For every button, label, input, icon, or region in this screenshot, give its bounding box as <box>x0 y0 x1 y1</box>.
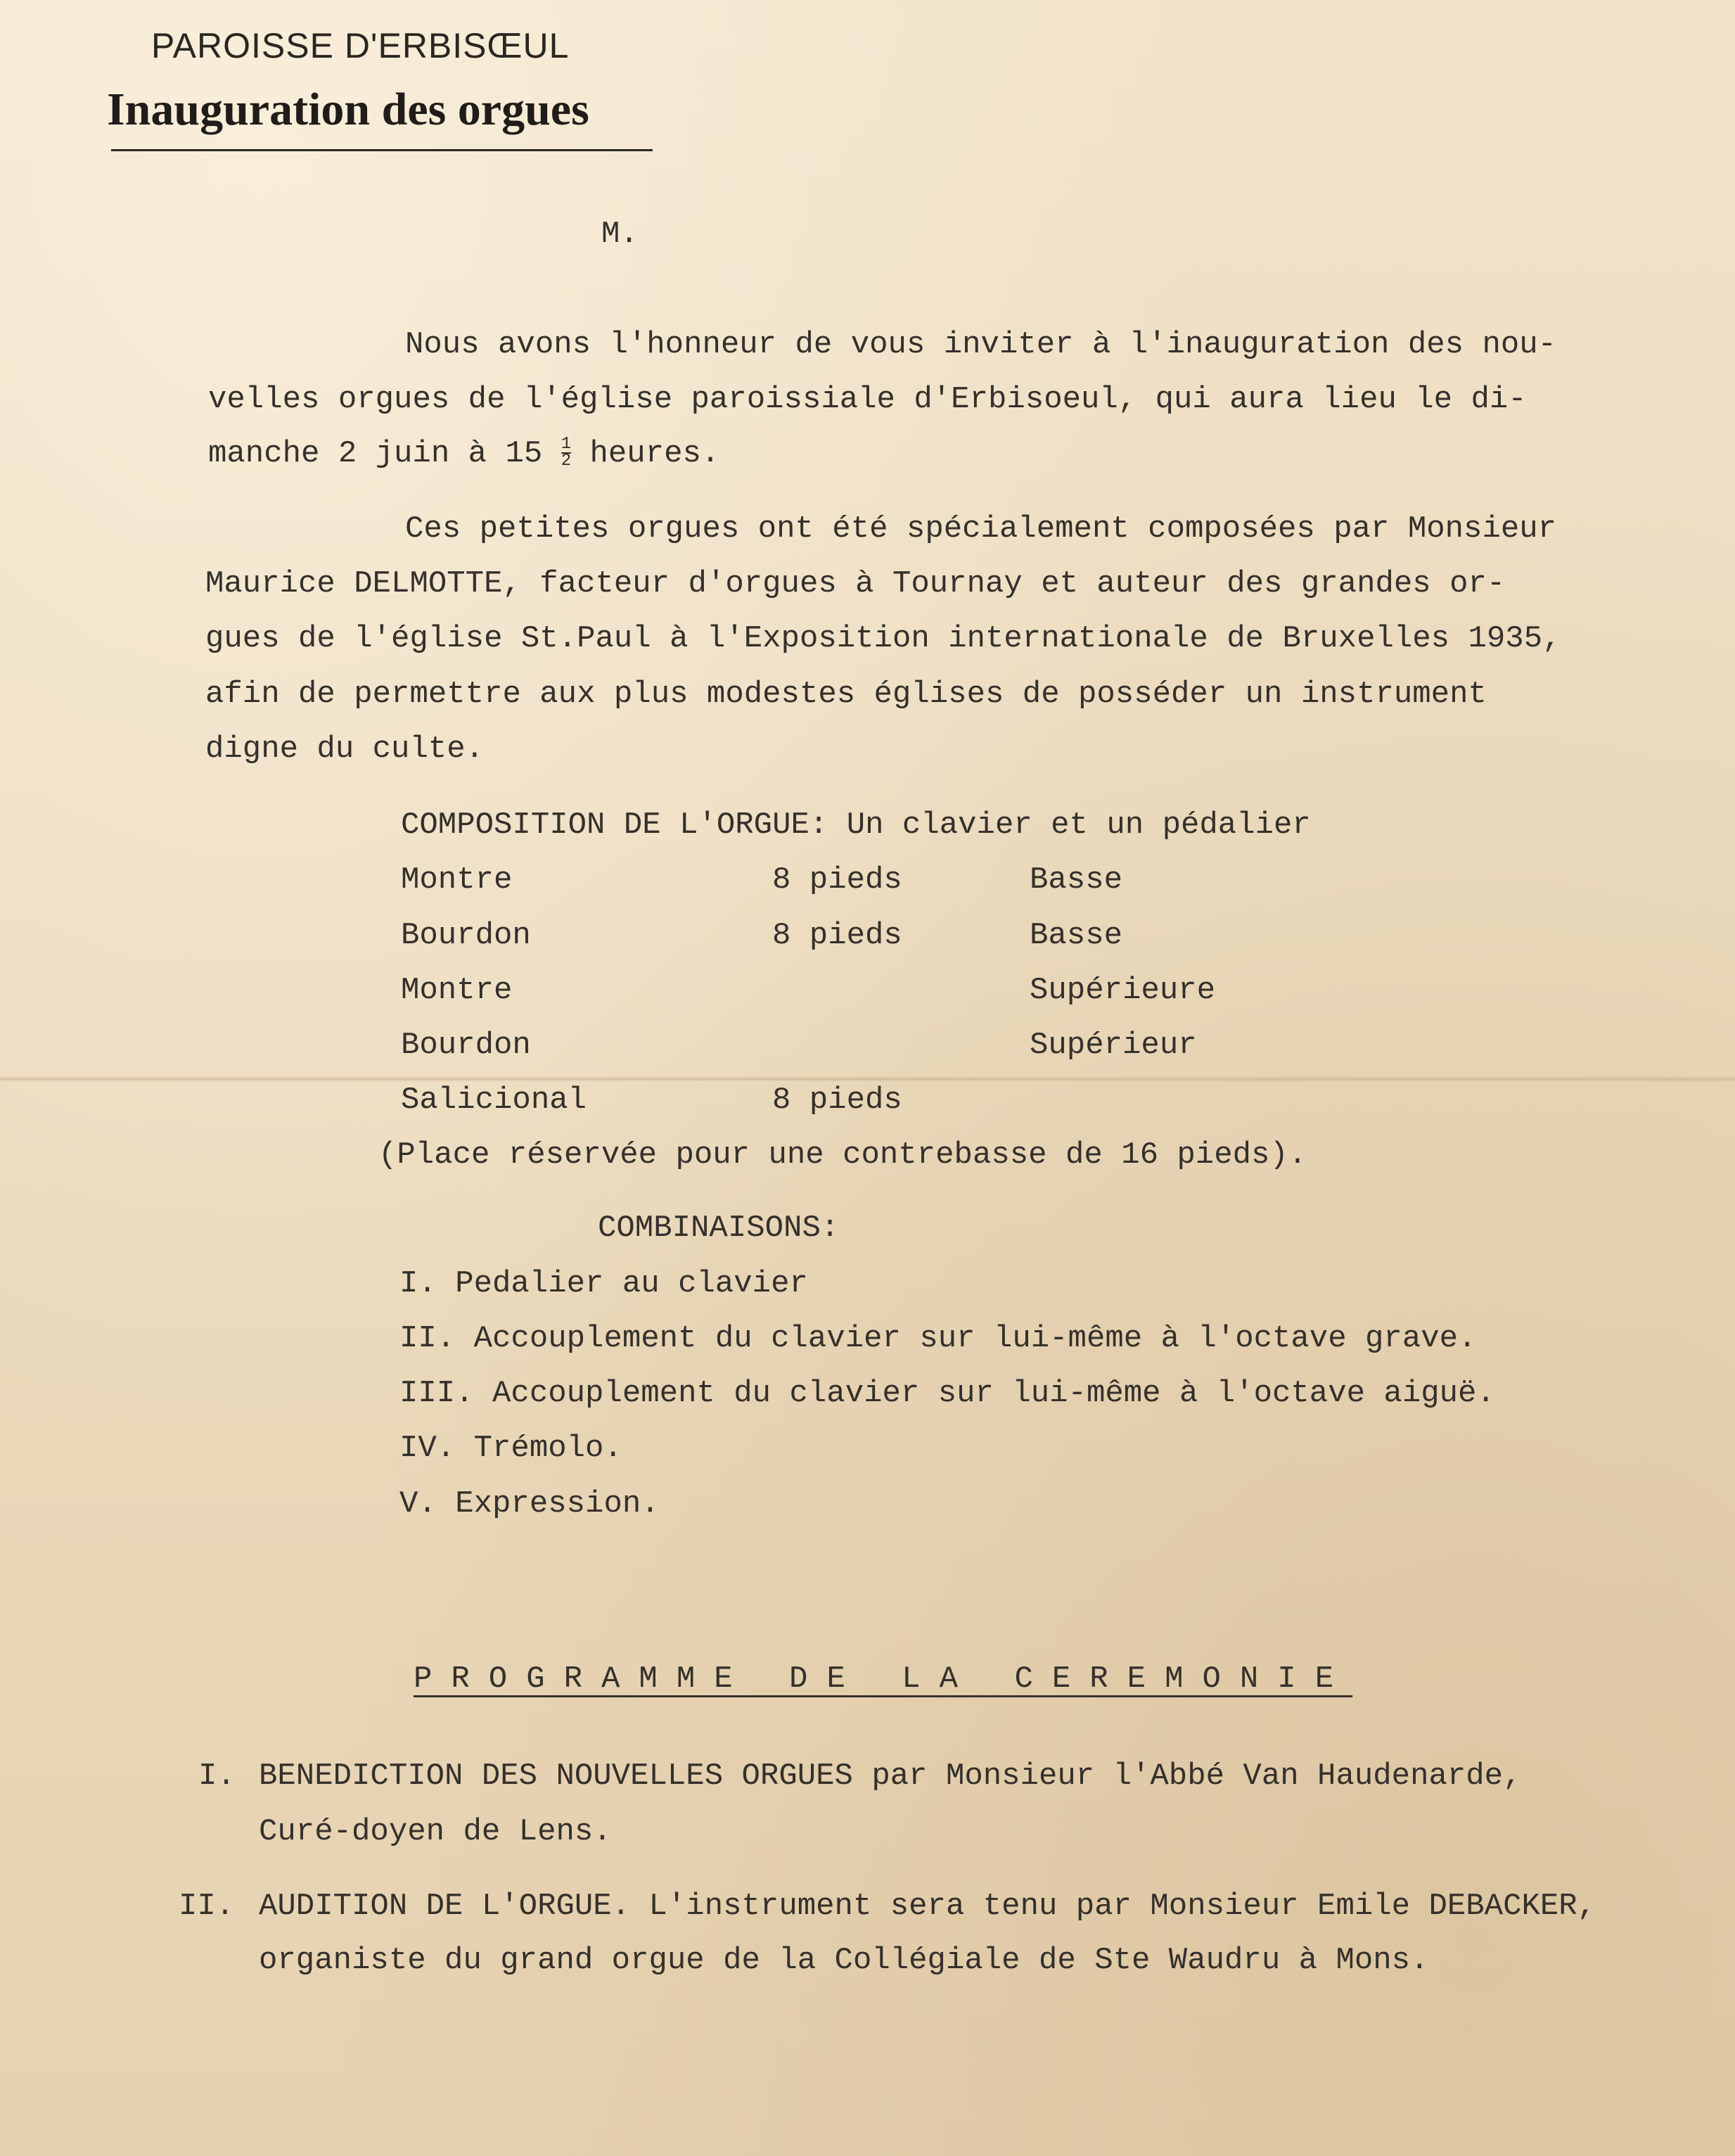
invitation-line-1: Nous avons l'honneur de vous inviter à l'inauguration des nou- <box>405 327 1557 362</box>
description-line-1: Ces petites orgues ont été spécialement composées par Monsieur <box>405 511 1557 547</box>
half-fraction <box>561 437 571 469</box>
stop-size: 8 pieds <box>772 918 902 953</box>
composition-heading: COMPOSITION DE L'ORGUE: Un clavier et un pédalier <box>401 808 1311 843</box>
description-line-5: digne du culte. <box>205 732 485 767</box>
combination-item: II. Accouplement du clavier sur lui-même à l'octave grave. <box>399 1321 1477 1356</box>
programme-item-line: Curé-doyen de Lens. <box>259 1814 612 1849</box>
stop-range: Supérieure <box>1030 973 1216 1008</box>
stop-name: Montre <box>401 973 513 1008</box>
invitation-date-text: manche 2 juin à 15 <box>208 436 543 471</box>
combinations-heading: COMBINAISONS: <box>598 1211 840 1246</box>
programme-item-line: organiste du grand orgue de la Collégiale de Ste Waudru à Mons. <box>259 1943 1429 1978</box>
programme-item-number: II. <box>179 1889 235 1924</box>
stop-range: Basse <box>1030 918 1123 953</box>
stop-range: Basse <box>1030 862 1123 898</box>
composition-note: (Place réservée pour une contrebasse de 16 pieds). <box>378 1137 1307 1173</box>
fraction-denominator: 2 <box>561 452 572 471</box>
fraction-numerator: 1 <box>561 435 572 454</box>
paper-fold-line <box>0 1076 1735 1082</box>
description-line-2: Maurice DELMOTTE, facteur d'orgues à Tournay et auteur des grandes or- <box>205 566 1506 601</box>
description-line-4: afin de permettre aux plus modestes églises de posséder un instrument <box>205 677 1487 712</box>
description-line-3: gues de l'église St.Paul à l'Exposition internationale de Bruxelles 1935, <box>205 621 1561 656</box>
stop-range: Supérieur <box>1030 1028 1197 1063</box>
title-underline <box>111 149 653 151</box>
combination-item: IV. Trémolo. <box>399 1431 622 1466</box>
stop-name: Salicional <box>401 1083 587 1118</box>
stop-name: Montre <box>401 862 513 898</box>
parish-name: PAROISSE D'ERBISŒUL <box>151 26 570 65</box>
stop-name: Bourdon <box>401 918 531 953</box>
salutation: M. <box>601 217 639 252</box>
stop-name: Bourdon <box>401 1028 531 1063</box>
programme-item-line: BENEDICTION DES NOUVELLES ORGUES par Monsieur l'Abbé Van Haudenarde, <box>259 1759 1522 1794</box>
document-title: Inauguration des orgues <box>107 84 589 135</box>
programme-item-number: I. <box>198 1759 236 1794</box>
programme-item-line: AUDITION DE L'ORGUE. L'instrument sera tenu par Monsieur Emile DEBACKER, <box>259 1889 1596 1924</box>
programme-title: PROGRAMME DE LA CEREMONIE <box>414 1661 1353 1697</box>
combination-item: V. Expression. <box>399 1486 660 1522</box>
invitation-line-3 <box>208 436 719 471</box>
stop-size: 8 pieds <box>772 862 902 898</box>
combination-item: I. Pedalier au clavier <box>399 1266 808 1301</box>
invitation-line-2: velles orgues de l'église paroissiale d'Erbisoeul, qui aura lieu le di- <box>208 382 1527 417</box>
stop-size: 8 pieds <box>772 1083 902 1118</box>
invitation-hours-text: heures. <box>589 436 720 471</box>
combination-item: III. Accouplement du clavier sur lui-même à l'octave aiguë. <box>399 1376 1495 1411</box>
